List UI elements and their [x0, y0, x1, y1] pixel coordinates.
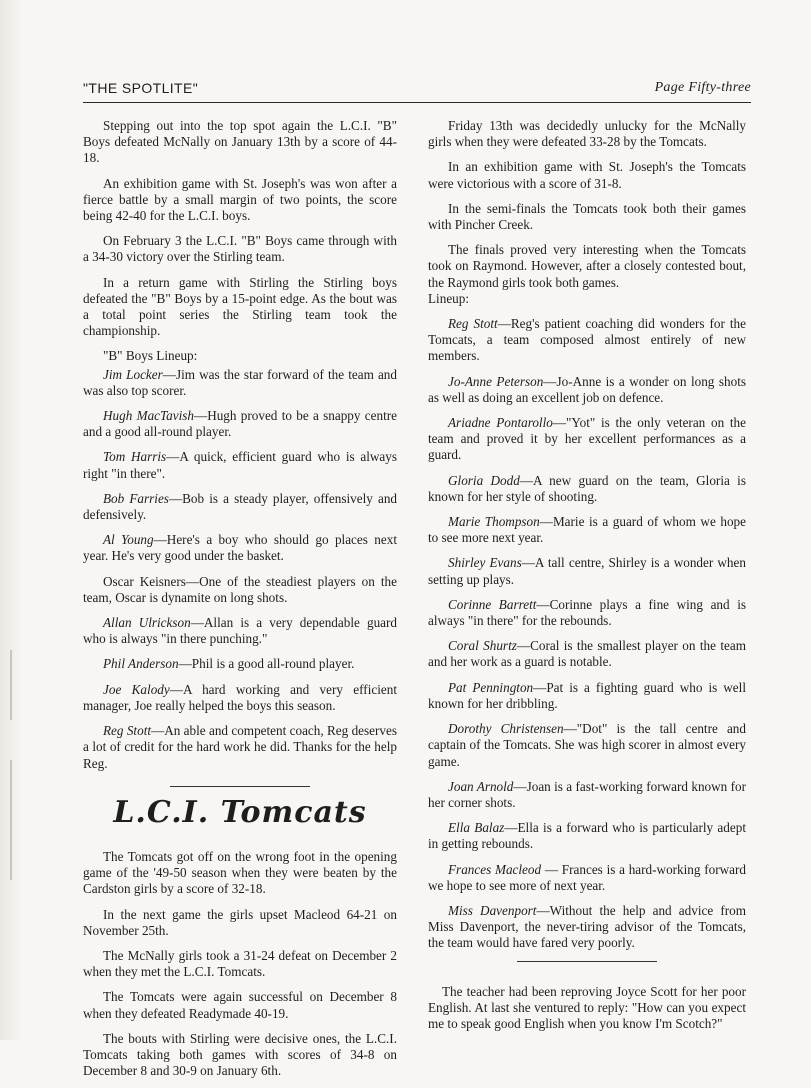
- player-description: —Pat is a fighting guard who is well known for her dribbling.: [428, 679, 746, 711]
- player-name: Frances Macleod: [448, 861, 542, 877]
- player-description: —Here's a boy who should go places next year. He's very good under the basket.: [83, 532, 397, 564]
- player-description: —Hugh proved to be a snappy centre and a good all-round player.: [83, 408, 397, 440]
- player-name: Ariadne Pontarollo: [448, 415, 553, 431]
- left-column: [83, 118, 397, 1088]
- joke-text: The teacher had been reproving Joyce Scott for her poor English. At last she ventured to reply: "How can you expect me to speak good English when you know I'm Scotch?": [428, 983, 746, 1031]
- player-entry: [428, 721, 746, 770]
- player-description: —Without the help and advice from Miss Davenport, the never-tiring advisor of the Tomcats, the team would have fared very poorly.: [428, 902, 746, 951]
- paragraph: An exhibition game with St. Joseph's was won after a fierce battle by a small margin of two points, the score being 42-40 for the L.C.I. boys.: [83, 175, 397, 224]
- player-description: —Allan is a very dependable guard who is always "in there punching.": [83, 615, 397, 647]
- publication-title: "THE SPOTLITE": [83, 80, 199, 96]
- player-description: —"Dot" is the tall centre and captain of the Tomcats. She was high scorer in almost every game.: [428, 721, 746, 769]
- player-description: —Bob is a steady player, offensively and defensively.: [83, 490, 398, 523]
- paragraph: The Tomcats were again successful on December 8 when they defeated Readymade 40-19.: [83, 989, 397, 1021]
- player-name: Ella Balaz: [448, 820, 505, 836]
- player-name: Reg Stott: [448, 316, 498, 332]
- player-name: Pat Pennington: [448, 679, 534, 695]
- player-description: —Ella is a forward who is particularly adept in getting rebounds.: [428, 820, 746, 852]
- player-description: —A quick, efficient guard who is always right "in there".: [83, 449, 397, 481]
- section-divider: [170, 786, 310, 787]
- player-entry: [428, 555, 746, 587]
- paragraph: Friday 13th was decidedly unlucky for the McNally girls when they were defeated 33-28 by the Tomcats.: [428, 118, 746, 150]
- player-name: Corinne Barrett: [448, 596, 537, 612]
- paragraph: The Tomcats got off on the wrong foot in the opening game of the '49-50 season when they were beaten by the Cardston girls by a score of 32-18.: [83, 848, 397, 897]
- player-entry: [428, 779, 746, 811]
- paragraph: In the next game the girls upset Macleod 64-21 on November 25th.: [83, 906, 397, 938]
- player-name: Miss Davenport: [448, 902, 537, 918]
- player-entry: [428, 820, 746, 852]
- player-description: —Coral is the smallest player on the team and her work as a guard is notable.: [428, 638, 746, 670]
- player-name: Hugh MacTavish: [103, 408, 194, 424]
- player-entry: [83, 367, 397, 399]
- player-name: Coral Shurtz: [448, 638, 517, 654]
- player-name: Marie Thompson: [448, 514, 540, 530]
- paragraph: In a return game with Stirling the Stirling boys defeated the "B" Boys by a 15-point edge. As the bout was a total point series the Stirling team took the championship.: [83, 274, 397, 339]
- player-entry: [83, 723, 397, 772]
- player-name: Dorothy Christensen: [448, 721, 564, 737]
- player-name: Allan Ulrickson: [103, 615, 191, 631]
- page-header: [83, 78, 751, 103]
- player-entry: [428, 903, 746, 952]
- player-name: Jo-Anne Peterson: [448, 373, 544, 389]
- player-name: Phil Anderson: [103, 656, 179, 672]
- player-entry: [83, 408, 397, 440]
- player-entry: [428, 638, 746, 670]
- player-name: Shirley Evans: [448, 555, 522, 571]
- player-name: Reg Stott: [103, 723, 152, 739]
- player-entry: [428, 415, 746, 464]
- player-description: —A tall centre, Shirley is a wonder when setting up plays.: [428, 555, 746, 587]
- player-name: Bob Farries: [103, 490, 169, 506]
- player-description: —Jim was the star forward of the team and was also top scorer.: [83, 366, 397, 398]
- player-description: — Frances is a hard-working forward we hope to see more of next year.: [428, 861, 746, 893]
- binding-mark: [10, 760, 12, 880]
- joke-box: [428, 984, 746, 1033]
- section-divider: [517, 961, 657, 962]
- player-description: —A hard working and very efficient manager, Joe really helped the boys this season.: [83, 681, 397, 713]
- player-description: —Jo-Anne is a wonder on long shots as well as doing an excellent job on defence.: [428, 373, 746, 405]
- player-entry: [428, 374, 746, 406]
- paragraph: The bouts with Stirling were decisive ones, the L.C.I. Tomcats taking both games with scores of 34-8 on December 8 and 30-9 on January 6th.: [83, 1030, 397, 1079]
- player-entry: [83, 656, 397, 672]
- paragraph: The McNally girls took a 31-24 defeat on December 2 when they met the L.C.I. Tomcats.: [83, 947, 397, 980]
- player-name: Gloria Dodd: [448, 472, 520, 488]
- player-entry: [428, 862, 746, 894]
- lineup-label: "B" Boys Lineup:: [103, 348, 198, 364]
- player-name: Joe Kalody: [103, 681, 170, 697]
- player-entry: [83, 682, 397, 714]
- player-description: —"Yot" is the only veteran on the team and proved it by her excellent performances as a guard.: [428, 415, 746, 463]
- player-description: Oscar Keisners—One of the steadiest players on the team, Oscar is dynamite on long shots.: [83, 573, 397, 605]
- player-entry: [83, 449, 397, 481]
- paragraph: In an exhibition game with St. Joseph's the Tomcats were victorious with a score of 31-8.: [428, 159, 746, 191]
- player-description: —A new guard on the team, Gloria is known for her style of shooting.: [428, 472, 746, 504]
- player-entry: [83, 615, 397, 647]
- player-entry: [428, 514, 746, 546]
- binding-mark: [10, 650, 12, 720]
- player-name: Al Young: [103, 532, 154, 548]
- right-column: [428, 118, 746, 1032]
- page-number: Page Fifty-three: [654, 80, 751, 95]
- player-name: Jim Locker: [103, 366, 163, 382]
- player-description: —Corinne plays a fine wing and is always "in there" for the rebounds.: [428, 596, 746, 629]
- player-description: —Phil is a good all-round player.: [178, 656, 355, 672]
- paragraph: In the semi-finals the Tomcats took both their games with Pincher Creek.: [428, 200, 746, 233]
- player-entry: [428, 597, 746, 629]
- player-entry: [428, 473, 746, 505]
- player-name: Tom Harris: [103, 449, 167, 465]
- player-description: —Joan is a fast-working forward known for her corner shots.: [428, 778, 746, 810]
- player-entry: [83, 491, 397, 523]
- player-description: —Marie is a guard of whom we hope to see more next year.: [428, 514, 746, 546]
- paragraph: The finals proved very interesting when the Tomcats took on Raymond. However, after a closely contested bout, the Raymond girls took both games.: [428, 242, 746, 290]
- player-entry: [428, 680, 746, 712]
- player-entry: [83, 532, 397, 564]
- lineup-label: Lineup:: [428, 290, 470, 306]
- player-entry: [428, 316, 746, 365]
- player-entry: [83, 574, 397, 606]
- player-name: Joan Arnold: [448, 778, 514, 794]
- paragraph: Stepping out into the top spot again the L.C.I. "B" Boys defeated McNally on January 13th by a score of 44-18.: [83, 118, 397, 166]
- player-description: —An able and competent coach, Reg deserves a lot of credit for the hard work he did. Thanks for the help Reg.: [83, 723, 397, 771]
- player-description: —Reg's patient coaching did wonders for the Tomcats, a team composed almost entirely of new members.: [428, 316, 746, 364]
- section-heading: L.C.I. Tomcats: [113, 794, 367, 830]
- paragraph: On February 3 the L.C.I. "B" Boys came through with a 34-30 victory over the Stirling team.: [83, 233, 397, 265]
- page-binding-edge: [0, 0, 22, 1040]
